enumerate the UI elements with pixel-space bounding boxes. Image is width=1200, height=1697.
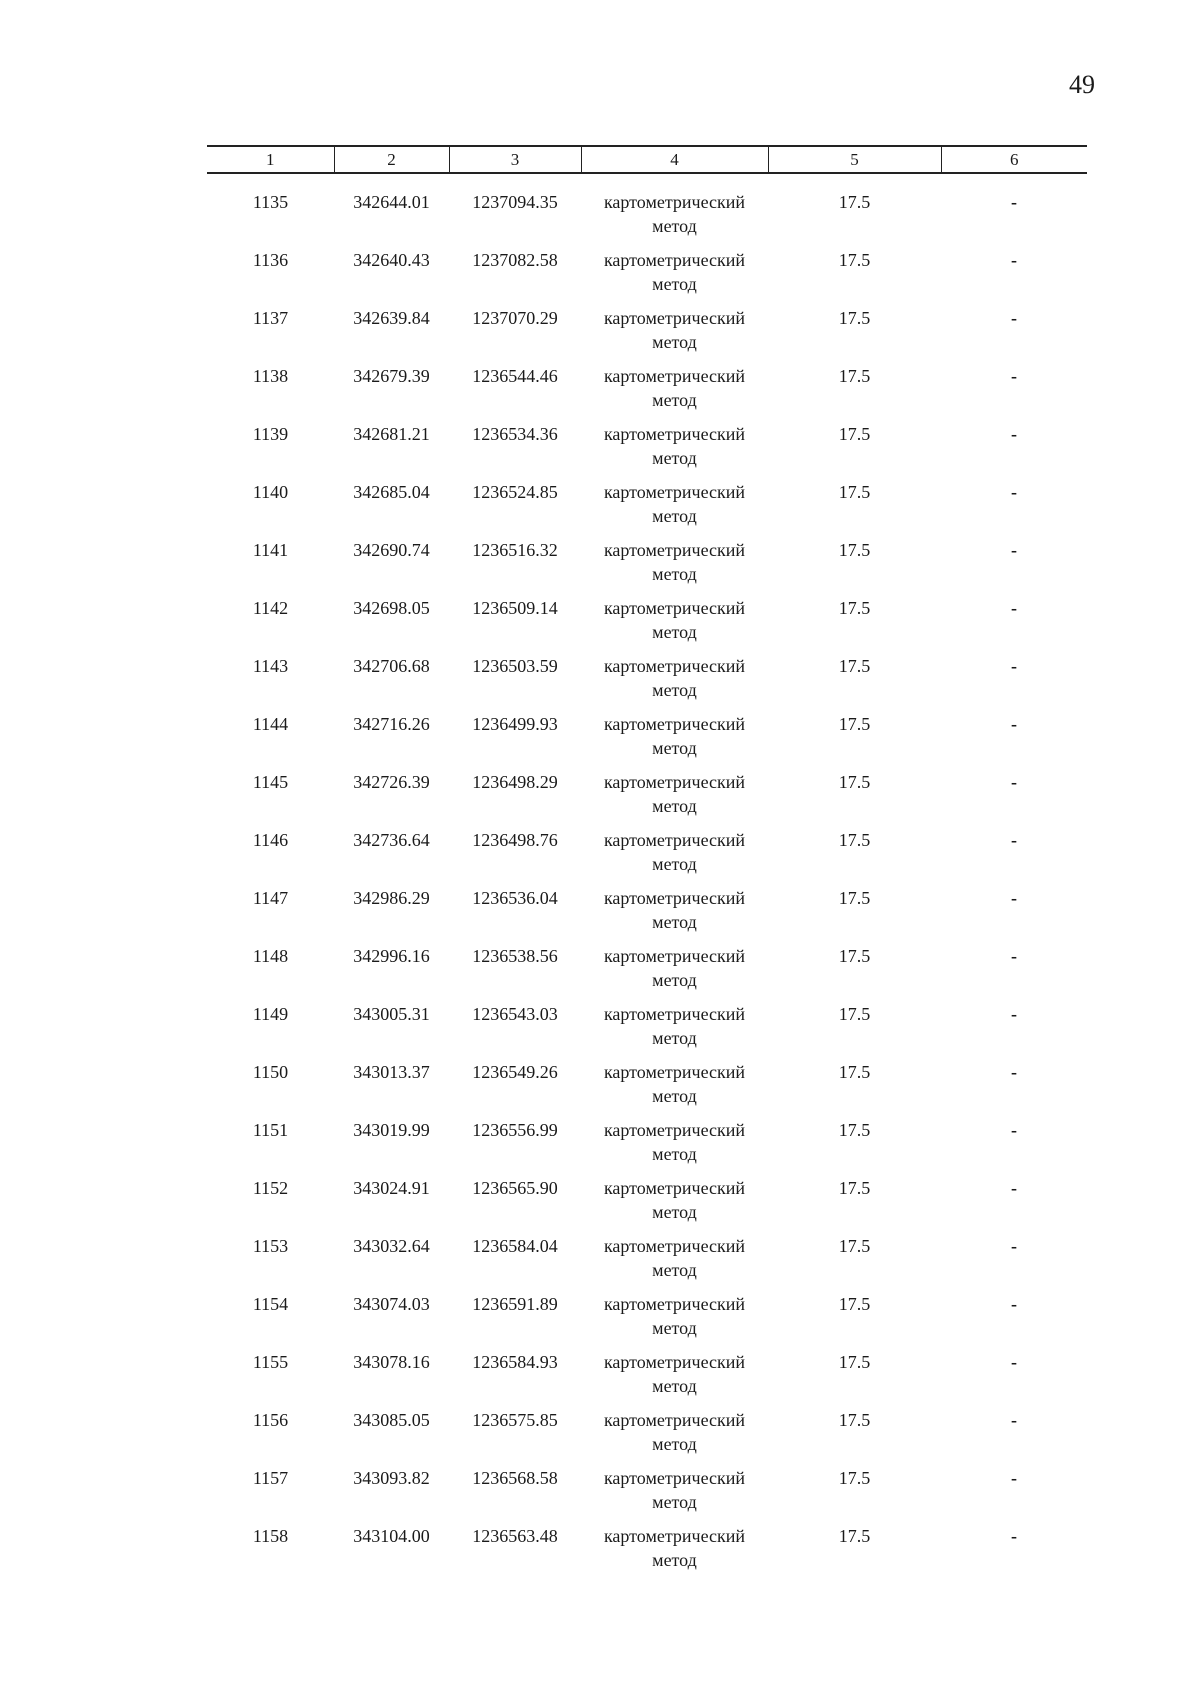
y-coordinate-cell: 1236591.89	[472, 1294, 558, 1314]
accuracy-cell: 17.5	[838, 946, 871, 966]
table-row	[207, 712, 1087, 770]
y-coordinate-cell: 1236503.59	[472, 656, 558, 676]
table-body	[207, 173, 1087, 1582]
method-cell	[581, 886, 768, 944]
point-number-cell: 1154	[252, 1294, 289, 1314]
y-coordinate-cell: 1236534.36	[472, 424, 558, 444]
point-number-cell: 1158	[252, 1526, 289, 1546]
y-coordinate-cell: 1236499.93	[472, 714, 558, 734]
x-coordinate-cell: 343093.82	[353, 1468, 430, 1488]
description-cell: -	[1011, 1236, 1017, 1256]
x-coordinate-cell: 343024.91	[353, 1178, 430, 1198]
accuracy-cell: 17.5	[838, 714, 871, 734]
method-line-1: картометрический	[603, 656, 746, 676]
x-coordinate-cell: 342640.43	[353, 250, 430, 270]
y-coordinate-cell: 1236543.03	[472, 1004, 558, 1024]
method-line-1: картометрический	[603, 1062, 746, 1082]
method-line-2: метод	[652, 1318, 697, 1338]
method-line-2: метод	[652, 448, 697, 468]
x-coordinate-cell: 342639.84	[353, 308, 430, 328]
method-line-1: картометрический	[603, 772, 746, 792]
page-number: 49	[1069, 70, 1095, 99]
x-coordinate-cell: 342644.01	[353, 192, 430, 212]
method-line-2: метод	[652, 216, 697, 236]
y-coordinate-cell: 1236584.04	[472, 1236, 558, 1256]
x-coordinate-cell: 342698.05	[353, 598, 430, 618]
table-row	[207, 1350, 1087, 1408]
method-cell	[581, 770, 768, 828]
accuracy-cell: 17.5	[838, 598, 871, 618]
method-cell	[581, 480, 768, 538]
accuracy-cell: 17.5	[838, 1526, 871, 1546]
method-line-2: метод	[652, 1086, 697, 1106]
description-cell: -	[1011, 714, 1017, 734]
description-cell: -	[1011, 598, 1017, 618]
column-header: 2	[334, 146, 449, 173]
accuracy-cell: 17.5	[838, 1294, 871, 1314]
description-cell: -	[1011, 946, 1017, 966]
method-cell	[581, 1176, 768, 1234]
accuracy-cell: 17.5	[838, 830, 871, 850]
x-coordinate-cell: 342679.39	[353, 366, 430, 386]
method-line-2: метод	[652, 506, 697, 526]
method-line-2: метод	[652, 274, 697, 294]
method-line-2: метод	[652, 680, 697, 700]
y-coordinate-cell: 1236498.29	[472, 772, 558, 792]
x-coordinate-cell: 342706.68	[353, 656, 430, 676]
method-line-2: метод	[652, 912, 697, 932]
point-number-cell: 1155	[252, 1352, 289, 1372]
point-number-cell: 1148	[252, 946, 289, 966]
method-cell	[581, 248, 768, 306]
x-coordinate-cell: 343078.16	[353, 1352, 430, 1372]
table-row	[207, 1408, 1087, 1466]
table-row	[207, 364, 1087, 422]
y-coordinate-cell: 1236516.32	[472, 540, 558, 560]
description-cell: -	[1011, 1526, 1017, 1546]
table-row	[207, 1002, 1087, 1060]
table-row	[207, 1292, 1087, 1350]
description-cell: -	[1011, 1468, 1017, 1488]
accuracy-cell: 17.5	[838, 308, 871, 328]
method-line-2: метод	[652, 1492, 697, 1512]
method-cell	[581, 1060, 768, 1118]
x-coordinate-cell: 343019.99	[353, 1120, 430, 1140]
method-line-1: картометрический	[603, 424, 746, 444]
point-number-cell: 1146	[252, 830, 289, 850]
method-line-2: метод	[652, 1202, 697, 1222]
method-cell	[581, 364, 768, 422]
point-number-cell: 1135	[252, 192, 289, 212]
accuracy-cell: 17.5	[838, 1468, 871, 1488]
method-line-2: метод	[652, 390, 697, 410]
method-line-1: картометрический	[603, 366, 746, 386]
x-coordinate-cell: 342716.26	[353, 714, 430, 734]
x-coordinate-cell: 342726.39	[353, 772, 430, 792]
point-number-cell: 1152	[252, 1178, 289, 1198]
method-line-1: картометрический	[603, 1236, 746, 1256]
y-coordinate-cell: 1236568.58	[472, 1468, 558, 1488]
point-number-cell: 1150	[252, 1062, 289, 1082]
y-coordinate-cell: 1236524.85	[472, 482, 558, 502]
method-line-1: картометрический	[603, 1410, 746, 1430]
method-cell	[581, 654, 768, 712]
x-coordinate-cell: 343013.37	[353, 1062, 430, 1082]
method-line-1: картометрический	[603, 482, 746, 502]
point-number-cell: 1143	[252, 656, 289, 676]
description-cell: -	[1011, 482, 1017, 502]
method-line-2: метод	[652, 1376, 697, 1396]
description-cell: -	[1011, 424, 1017, 444]
method-line-2: метод	[652, 1144, 697, 1164]
point-number-cell: 1149	[252, 1004, 289, 1024]
table-row	[207, 654, 1087, 712]
method-line-1: картометрический	[603, 598, 746, 618]
method-cell	[581, 944, 768, 1002]
table-row	[207, 1466, 1087, 1524]
point-number-cell: 1141	[252, 540, 289, 560]
accuracy-cell: 17.5	[838, 1062, 871, 1082]
table-row	[207, 1524, 1087, 1582]
method-line-1: картометрический	[603, 1526, 746, 1546]
method-cell	[581, 1350, 768, 1408]
method-cell	[581, 1466, 768, 1524]
y-coordinate-cell: 1236536.04	[472, 888, 558, 908]
description-cell: -	[1011, 1178, 1017, 1198]
method-line-1: картометрический	[603, 192, 746, 212]
accuracy-cell: 17.5	[838, 250, 871, 270]
method-line-1: картометрический	[603, 830, 746, 850]
accuracy-cell: 17.5	[838, 540, 871, 560]
column-header: 4	[581, 146, 768, 173]
method-line-1: картометрический	[603, 1120, 746, 1140]
column-header: 6	[941, 146, 1087, 173]
y-coordinate-cell: 1236509.14	[472, 598, 558, 618]
point-number-cell: 1145	[252, 772, 289, 792]
table-row	[207, 538, 1087, 596]
table-header	[207, 146, 1087, 173]
column-header: 5	[768, 146, 941, 173]
y-coordinate-cell: 1237082.58	[472, 250, 558, 270]
method-line-2: метод	[652, 1434, 697, 1454]
table-row	[207, 596, 1087, 654]
method-line-2: метод	[652, 796, 697, 816]
column-header: 3	[449, 146, 581, 173]
y-coordinate-cell: 1237094.35	[472, 192, 558, 212]
description-cell: -	[1011, 250, 1017, 270]
x-coordinate-cell: 342685.04	[353, 482, 430, 502]
y-coordinate-cell: 1236538.56	[472, 946, 558, 966]
method-line-2: метод	[652, 622, 697, 642]
method-cell	[581, 1408, 768, 1466]
table-row	[207, 1118, 1087, 1176]
point-number-cell: 1144	[252, 714, 289, 734]
y-coordinate-cell: 1236556.99	[472, 1120, 558, 1140]
method-line-1: картометрический	[603, 946, 746, 966]
point-number-cell: 1136	[252, 250, 289, 270]
x-coordinate-cell: 342986.29	[353, 888, 430, 908]
x-coordinate-cell: 342996.16	[353, 946, 430, 966]
table-row	[207, 886, 1087, 944]
method-cell	[581, 712, 768, 770]
x-coordinate-cell: 342681.21	[353, 424, 430, 444]
method-line-1: картометрический	[603, 308, 746, 328]
method-line-2: метод	[652, 332, 697, 352]
method-cell	[581, 1524, 768, 1582]
x-coordinate-cell: 342690.74	[353, 540, 430, 560]
accuracy-cell: 17.5	[838, 1004, 871, 1024]
description-cell: -	[1011, 192, 1017, 212]
accuracy-cell: 17.5	[838, 366, 871, 386]
x-coordinate-cell: 343074.03	[353, 1294, 430, 1314]
description-cell: -	[1011, 1120, 1017, 1140]
table-row	[207, 422, 1087, 480]
method-line-2: метод	[652, 854, 697, 874]
table-row	[207, 248, 1087, 306]
column-header: 1	[207, 146, 334, 173]
accuracy-cell: 17.5	[838, 888, 871, 908]
point-number-cell: 1140	[252, 482, 289, 502]
method-line-2: метод	[652, 1260, 697, 1280]
method-cell	[581, 596, 768, 654]
table-row	[207, 480, 1087, 538]
x-coordinate-cell: 343005.31	[353, 1004, 430, 1024]
method-line-2: метод	[652, 970, 697, 990]
point-number-cell: 1142	[252, 598, 289, 618]
method-cell	[581, 1234, 768, 1292]
accuracy-cell: 17.5	[838, 192, 871, 212]
accuracy-cell: 17.5	[838, 482, 871, 502]
method-cell	[581, 538, 768, 596]
table-row	[207, 1234, 1087, 1292]
description-cell: -	[1011, 1410, 1017, 1430]
table-row	[207, 306, 1087, 364]
method-line-1: картометрический	[603, 540, 746, 560]
method-line-1: картометрический	[603, 1178, 746, 1198]
y-coordinate-cell: 1237070.29	[472, 308, 558, 328]
table-row	[207, 1176, 1087, 1234]
table-row	[207, 173, 1087, 248]
point-number-cell: 1137	[252, 308, 289, 328]
y-coordinate-cell: 1236565.90	[472, 1178, 558, 1198]
description-cell: -	[1011, 830, 1017, 850]
y-coordinate-cell: 1236544.46	[472, 366, 558, 386]
method-line-1: картометрический	[603, 1468, 746, 1488]
accuracy-cell: 17.5	[838, 424, 871, 444]
accuracy-cell: 17.5	[838, 1236, 871, 1256]
y-coordinate-cell: 1236584.93	[472, 1352, 558, 1372]
method-cell	[581, 306, 768, 364]
method-cell	[581, 1002, 768, 1060]
header-row	[207, 146, 1087, 173]
method-line-1: картометрический	[603, 1294, 746, 1314]
accuracy-cell: 17.5	[838, 1410, 871, 1430]
point-number-cell: 1156	[252, 1410, 289, 1430]
method-line-1: картометрический	[603, 250, 746, 270]
table-row	[207, 828, 1087, 886]
description-cell: -	[1011, 888, 1017, 908]
point-number-cell: 1147	[252, 888, 289, 908]
method-line-1: картометрический	[603, 888, 746, 908]
method-line-1: картометрический	[603, 1004, 746, 1024]
method-line-2: метод	[652, 564, 697, 584]
method-cell	[581, 173, 768, 248]
point-number-cell: 1157	[252, 1468, 289, 1488]
method-line-1: картометрический	[603, 714, 746, 734]
y-coordinate-cell: 1236563.48	[472, 1526, 558, 1546]
method-cell	[581, 828, 768, 886]
method-line-1: картометрический	[603, 1352, 746, 1372]
method-cell	[581, 1292, 768, 1350]
description-cell: -	[1011, 540, 1017, 560]
y-coordinate-cell: 1236498.76	[472, 830, 558, 850]
x-coordinate-cell: 343085.05	[353, 1410, 430, 1430]
accuracy-cell: 17.5	[838, 656, 871, 676]
table-row	[207, 1060, 1087, 1118]
description-cell: -	[1011, 1062, 1017, 1082]
accuracy-cell: 17.5	[838, 1120, 871, 1140]
y-coordinate-cell: 1236549.26	[472, 1062, 558, 1082]
description-cell: -	[1011, 1294, 1017, 1314]
accuracy-cell: 17.5	[838, 772, 871, 792]
description-cell: -	[1011, 366, 1017, 386]
description-cell: -	[1011, 1352, 1017, 1372]
method-line-2: метод	[652, 738, 697, 758]
method-line-2: метод	[652, 1028, 697, 1048]
method-line-2: метод	[652, 1550, 697, 1570]
point-number-cell: 1138	[252, 366, 289, 386]
coordinates-table	[207, 145, 1087, 1582]
accuracy-cell: 17.5	[838, 1352, 871, 1372]
table-row	[207, 944, 1087, 1002]
x-coordinate-cell: 343104.00	[353, 1526, 430, 1546]
point-number-cell: 1139	[252, 424, 289, 444]
x-coordinate-cell: 343032.64	[353, 1236, 430, 1256]
description-cell: -	[1011, 1004, 1017, 1024]
x-coordinate-cell: 342736.64	[353, 830, 430, 850]
description-cell: -	[1011, 308, 1017, 328]
point-number-cell: 1153	[252, 1236, 289, 1256]
table-row	[207, 770, 1087, 828]
accuracy-cell: 17.5	[838, 1178, 871, 1198]
method-cell	[581, 1118, 768, 1176]
y-coordinate-cell: 1236575.85	[472, 1410, 558, 1430]
description-cell: -	[1011, 656, 1017, 676]
method-cell	[581, 422, 768, 480]
description-cell: -	[1011, 772, 1017, 792]
point-number-cell: 1151	[252, 1120, 289, 1140]
